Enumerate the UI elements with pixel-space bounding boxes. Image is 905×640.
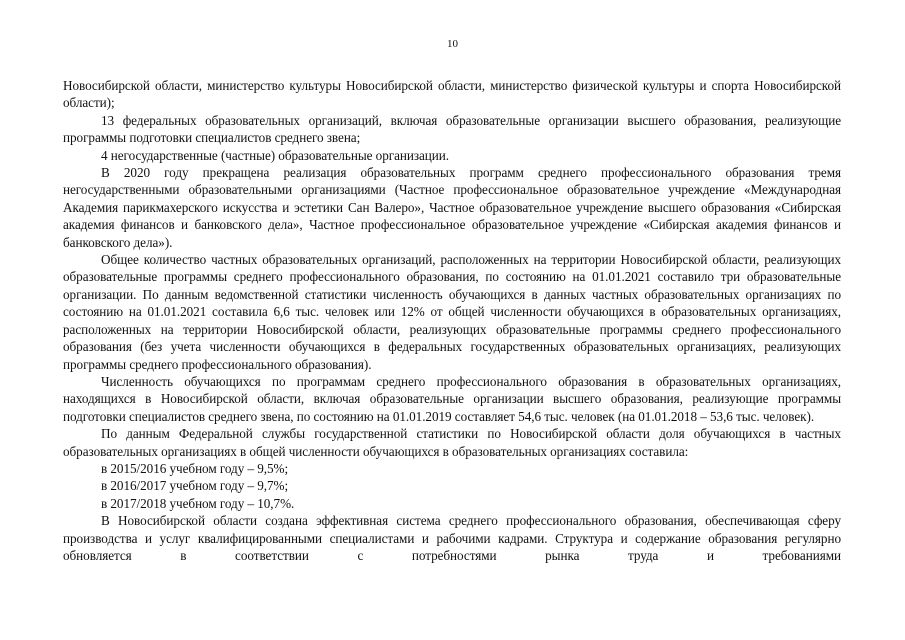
paragraph-3: 4 негосударственные (частные) образовательные организации. (101, 147, 450, 163)
paragraph-8: В Новосибирской области создана эффективная система среднего профессионального образования, обеспечивающая сферу производства и услуг квалифицированными специалистами и рабочими кадрами. Структура и содержание образования регулярно обновляется в соответствии с потребностями рынка труда и требованиями (63, 513, 841, 563)
list-item-2017-2018: в 2017/2018 учебном году – 10,7%. (101, 495, 295, 511)
paragraph-6: Численность обучающихся по программам среднего профессионального образования в образовательных организациях, находящихся в Новосибирской области, включая образовательные организации высшего образования, реализующие программы подготовки специалистов среднего звена, по состоянию на 01.01.2019 составляет 54,6 тыс. человек (на 01.01.2018 – 53,6 тыс. человек). (63, 373, 841, 424)
list-item-2016-2017: в 2016/2017 учебном году – 9,7%; (101, 478, 289, 494)
paragraph-1: Новосибирской области, министерство культуры Новосибирской области, министерство физической культуры и спорта Новосибирской области); (63, 78, 841, 111)
paragraph-5: Общее количество частных образовательных организаций, расположенных на территории Новосибирской области, реализующих образовательные программы среднего профессионального образования, по состоянию на 01.01.2021 составило три образовательные организации. По данным ведомственной статистики численность обучающихся в данных частных образовательных организациях по состоянию на 01.01.2021 составила 6,6 тыс. человек или 12% от общей численности обучающихся в образовательных организациях, расположенных на территории Новосибирской области, реализующих образовательные программы среднего профессионального образования (без учета численности обучающихся в федеральных государственных образовательных организациях, реализующих программы среднего профессионального образования). (63, 252, 841, 372)
list-item-2015-2016: в 2015/2016 учебном году – 9,5%; (101, 460, 289, 476)
paragraph-7: По данным Федеральной службы государственной статистики по Новосибирской области доля обучающихся в частных образовательных организациях в общей численности обучающихся в образовательных организациях составила: (63, 426, 841, 459)
page-number: 10 (447, 38, 458, 50)
document-body (63, 77, 841, 564)
paragraph-2: 13 федеральных образовательных организаций, включая образовательные организации высшего образования, реализующие программы подготовки специалистов среднего звена; (63, 112, 841, 146)
paragraph-4: В 2020 году прекращена реализация образовательных программ среднего профессионального образования тремя негосударственными образовательными организациями (Частное профессиональное образовательное учреждение «Международная Академия парикмахерского искусства и эстетики Сан Валеро», Частное образовательное учреждение высшего образования «Сибирская академия финансов и банковского дела», Частное профессиональное образовательное учреждение «Сибирская академия финансов и банковского дела»). (63, 165, 841, 250)
